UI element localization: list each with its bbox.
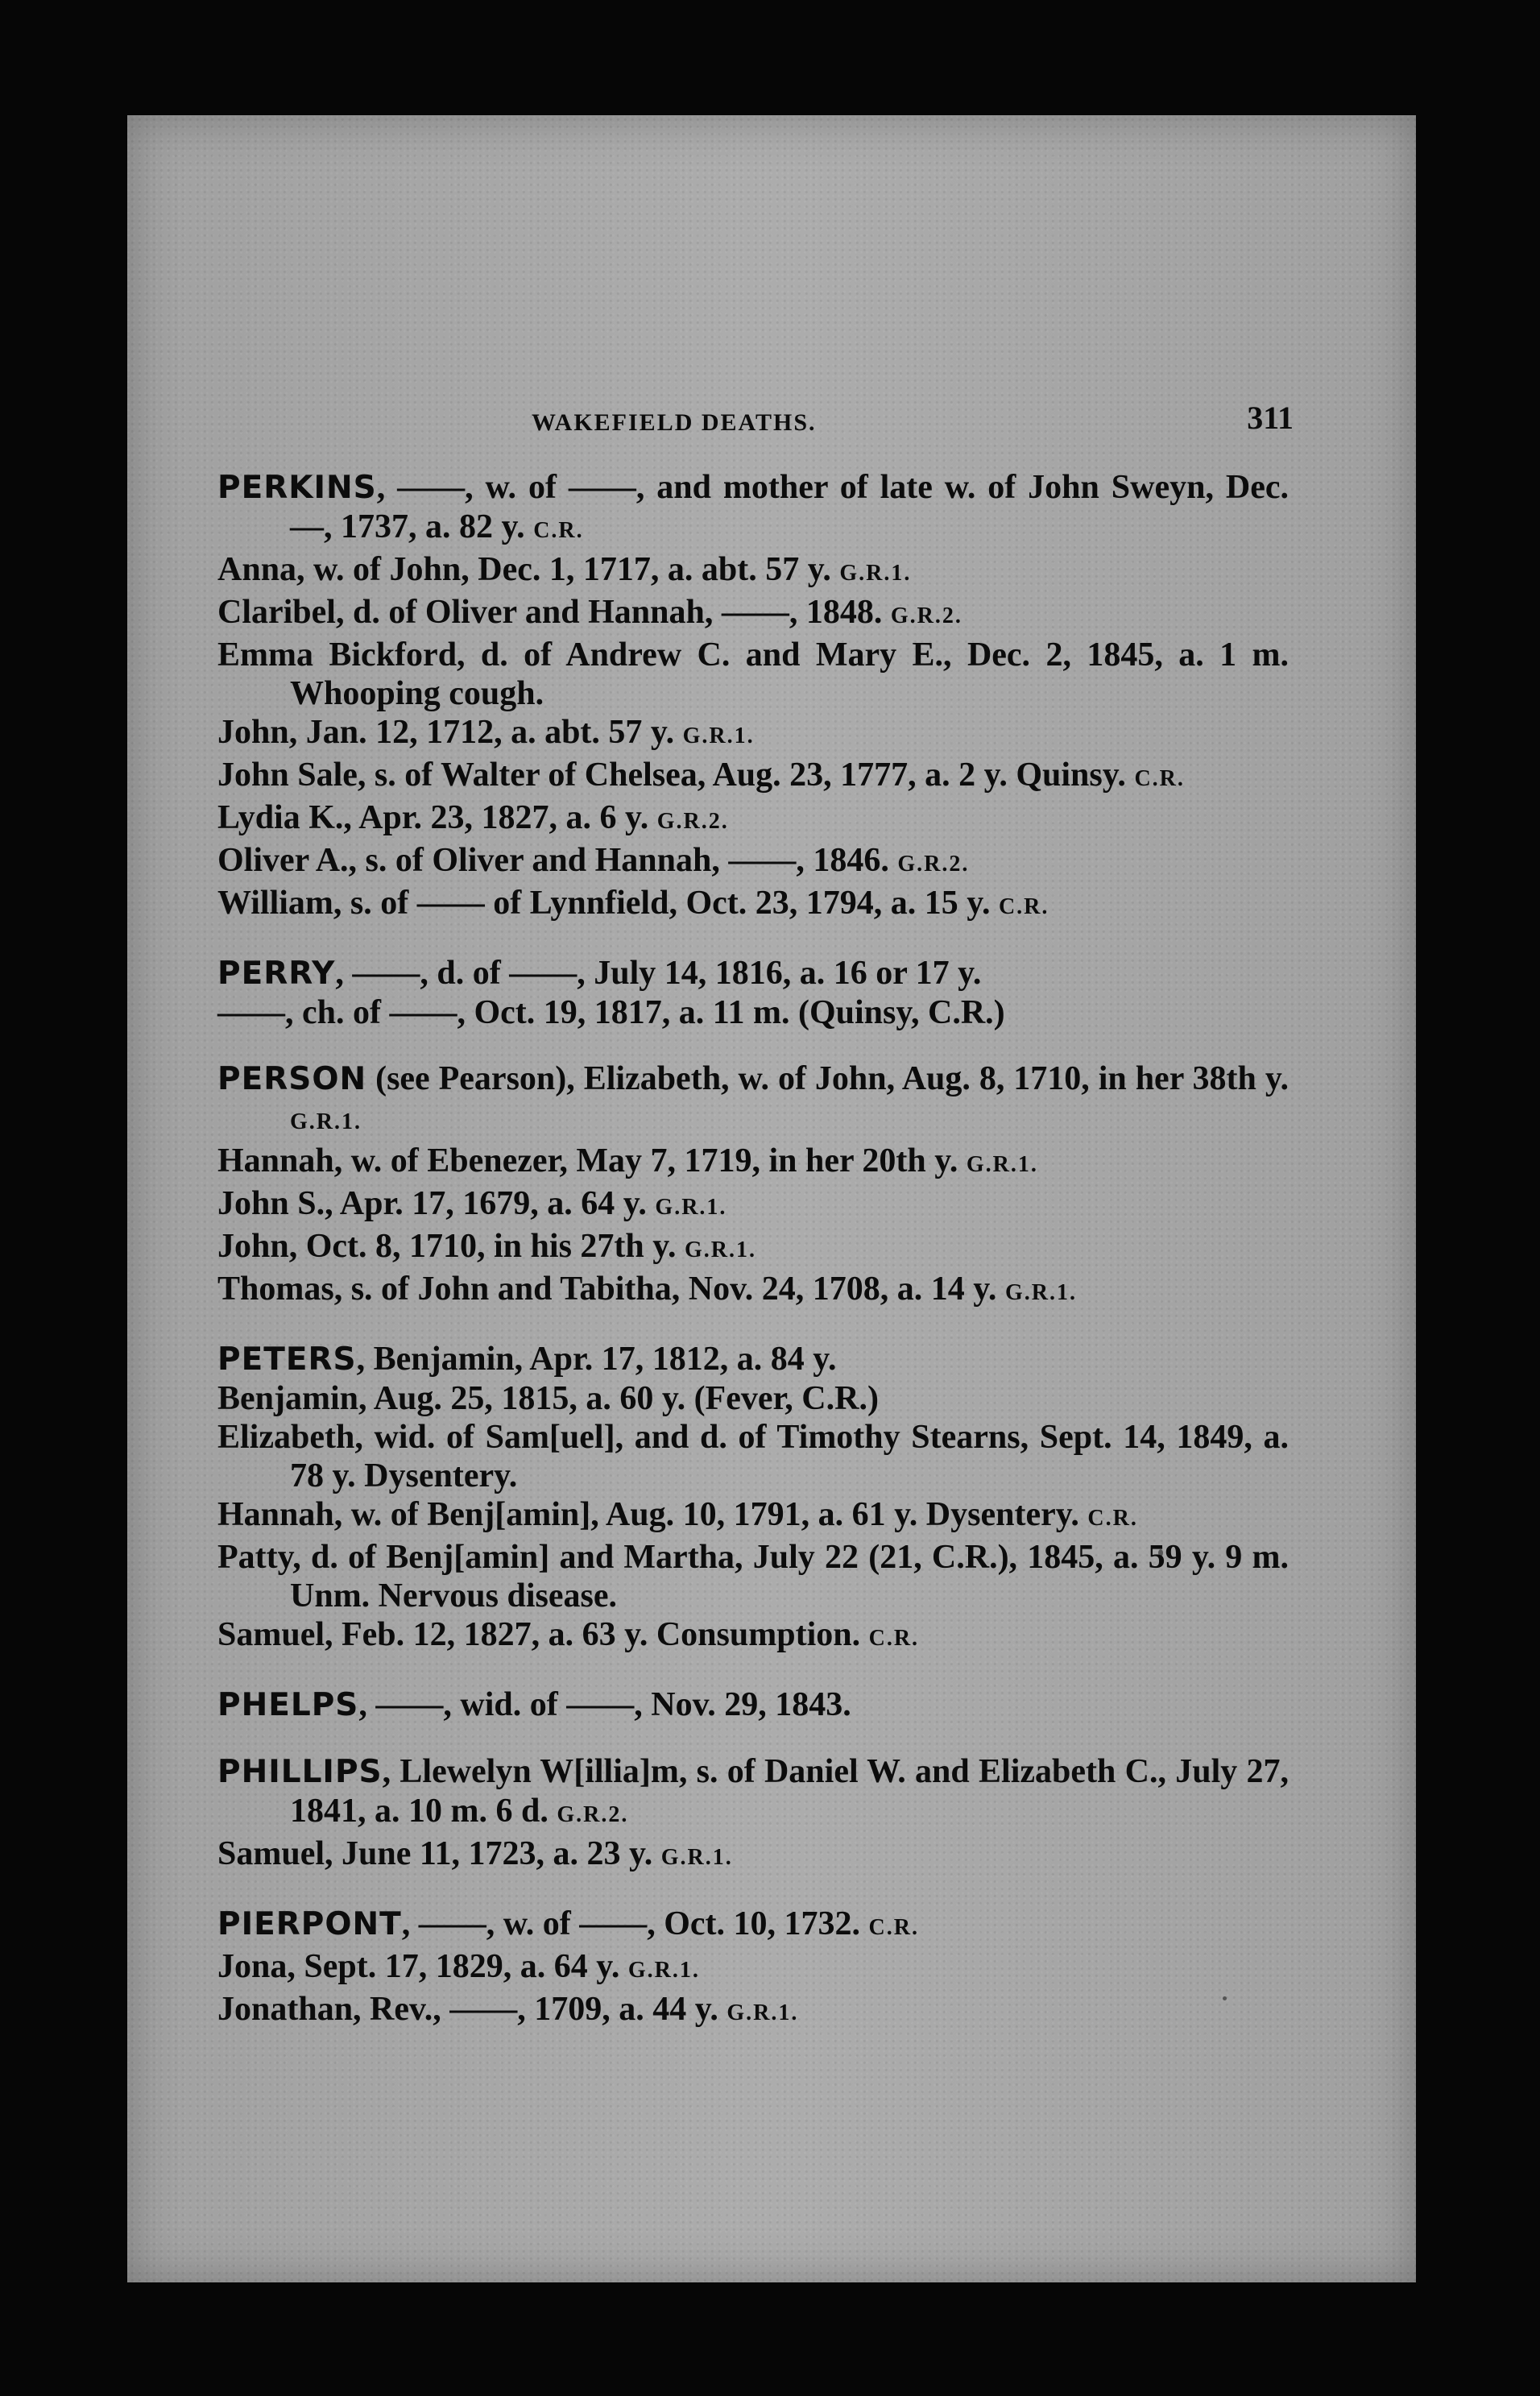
record-text: Samuel, Feb. 12, 1827, a. 63 y. Consumption. [217,1616,861,1653]
surname-group [217,1905,1289,2033]
record-text: Patty, d. of Benj[amin] and Martha, July 22 (21, C.R.), 1845, a. 59 y. 9 m. Unm. Nervous disease. [217,1539,1289,1615]
record-entry [217,798,1289,841]
record-text: Jona, Sept. 17, 1829, a. 64 y. [217,1948,620,1985]
record-text: , ——, d. of ——, July 14, 1816, a. 16 or 17 y. [335,955,982,992]
surname-entry [217,468,1289,550]
record-text: Oliver A., s. of Oliver and Hannah, ——, 1846. [217,842,889,879]
record-entry [217,1270,1289,1312]
record-entry [217,636,1289,713]
record-entry [217,550,1289,593]
surname-group [217,1340,1289,1658]
record-text: John, Jan. 12, 1712, a. abt. 57 y. [217,714,675,751]
record-entry [217,593,1289,636]
record-entry [217,1379,1289,1418]
source-abbreviation: G.R.1. [655,1195,727,1220]
surname-entry [217,1685,1289,1725]
record-text: Jonathan, Rev., ——, 1709, a. 44 y. [217,1991,718,2028]
running-head [217,399,1294,447]
record-entry [217,756,1289,798]
record-text: ——, ch. of ——, Oct. 19, 1817, a. 11 m. (Quinsy, C.R.) [217,994,1005,1031]
record-entry [217,1990,1289,2033]
surname-entry [217,1340,1289,1379]
record-text: Emma Bickford, d. of Andrew C. and Mary E., Dec. 2, 1845, a. 1 m. Whooping cough. [217,636,1289,712]
record-text: Thomas, s. of John and Tabitha, Nov. 24, 1708, a. 14 y. [217,1271,997,1308]
page-number: 311 [1247,400,1294,436]
record-text: William, s. of —— of Lynnfield, Oct. 23, 1794, a. 15 y. [217,885,991,922]
record-entry [217,1615,1289,1658]
record-text: , ——, w. of ——, Oct. 10, 1732. [401,1905,861,1942]
source-abbreviation: G.R.2. [656,809,729,834]
record-text: , Benjamin, Apr. 17, 1812, a. 84 y. [356,1341,837,1378]
record-entry [217,1227,1289,1270]
record-entry [217,1947,1289,1990]
record-entry [217,1418,1289,1495]
record-text: Lydia K., Apr. 23, 1827, a. 6 y. [217,799,649,836]
source-abbreviation: G.R.2. [557,1802,629,1827]
source-abbreviation: G.R.2. [890,603,962,628]
surname-group [217,468,1289,926]
record-text: Anna, w. of John, Dec. 1, 1717, a. abt. 57 y. [217,551,831,588]
source-abbreviation: C.R. [1134,766,1185,791]
surname-group [217,1059,1289,1312]
book-page [127,115,1416,2282]
source-abbreviation: G.R.1. [682,723,755,748]
surname-group [217,954,1289,1032]
source-abbreviation: G.R.1. [1004,1280,1077,1305]
record-entry [217,1834,1289,1877]
record-entry [217,1538,1289,1615]
source-abbreviation: G.R.1. [290,1109,362,1134]
record-text: , Llewelyn W[illia]m, s. of Daniel W. and Elizabeth C., July 27, 1841, a. 10 m. 6 d. [290,1753,1289,1830]
death-record-groups [217,468,1289,2033]
record-entry [217,993,1289,1032]
surname-heading: PETERS [217,1341,357,1378]
record-text: Hannah, w. of Ebenezer, May 7, 1719, in her 20th y. [217,1142,958,1179]
surname-entry [217,1905,1289,1947]
record-text: John, Oct. 8, 1710, in his 27th y. [217,1228,677,1265]
surname-heading: PERSON [217,1061,367,1097]
source-abbreviation: C.R. [533,518,584,543]
running-title: WAKEFIELD DEATHS. [532,409,817,436]
surname-heading: PIERPONT [217,1906,402,1942]
source-abbreviation: G.R.1. [727,2000,799,2025]
source-abbreviation: C.R. [868,1626,920,1651]
page-text [217,399,1294,2060]
record-entry [217,1495,1289,1538]
source-abbreviation: G.R.2. [897,852,970,877]
surname-entry [217,1752,1289,1834]
surname-entry [217,1059,1289,1142]
surname-heading: PERKINS [217,470,377,506]
record-entry [217,1142,1289,1184]
record-entry [217,884,1289,926]
surname-heading: PERRY [217,955,336,992]
source-abbreviation: G.R.1. [966,1152,1038,1177]
record-entry [217,841,1289,884]
source-abbreviation: C.R. [1087,1506,1138,1531]
surname-heading: PHILLIPS [217,1754,383,1790]
record-entry [217,713,1289,756]
record-text: Claribel, d. of Oliver and Hannah, ——, 1848. [217,594,883,631]
surname-entry [217,954,1289,993]
source-abbreviation: G.R.1. [660,1845,733,1870]
record-text: Benjamin, Aug. 25, 1815, a. 60 y. (Fever, C.R.) [217,1380,879,1417]
record-text: , ——, w. of ——, and mother of late w. of John Sweyn, Dec. —, 1737, a. 82 y. [290,469,1289,545]
source-abbreviation: G.R.1. [684,1237,756,1262]
surname-group [217,1685,1289,1725]
source-abbreviation: G.R.1. [627,1958,700,1983]
record-text: John S., Apr. 17, 1679, a. 64 y. [217,1185,647,1222]
record-text: Hannah, w. of Benj[amin], Aug. 10, 1791, a. 61 y. Dysentery. [217,1496,1079,1533]
source-abbreviation: G.R.1. [839,561,912,586]
source-abbreviation: C.R. [868,1915,919,1940]
record-text: Elizabeth, wid. of Sam[uel], and d. of Timothy Stearns, Sept. 14, 1849, a. 78 y. Dysentery. [217,1419,1289,1494]
surname-heading: PHELPS [217,1687,359,1723]
surname-group [217,1752,1289,1877]
record-text: (see Pearson), Elizabeth, w. of John, Aug. 8, 1710, in her 38th y. [366,1060,1289,1097]
source-abbreviation: C.R. [998,894,1049,919]
record-text: , ——, wid. of ——, Nov. 29, 1843. [358,1686,851,1723]
record-text: John Sale, s. of Walter of Chelsea, Aug. 23, 1777, a. 2 y. Quinsy. [217,757,1126,794]
record-text: Samuel, June 11, 1723, a. 23 y. [217,1835,653,1872]
record-entry [217,1184,1289,1227]
